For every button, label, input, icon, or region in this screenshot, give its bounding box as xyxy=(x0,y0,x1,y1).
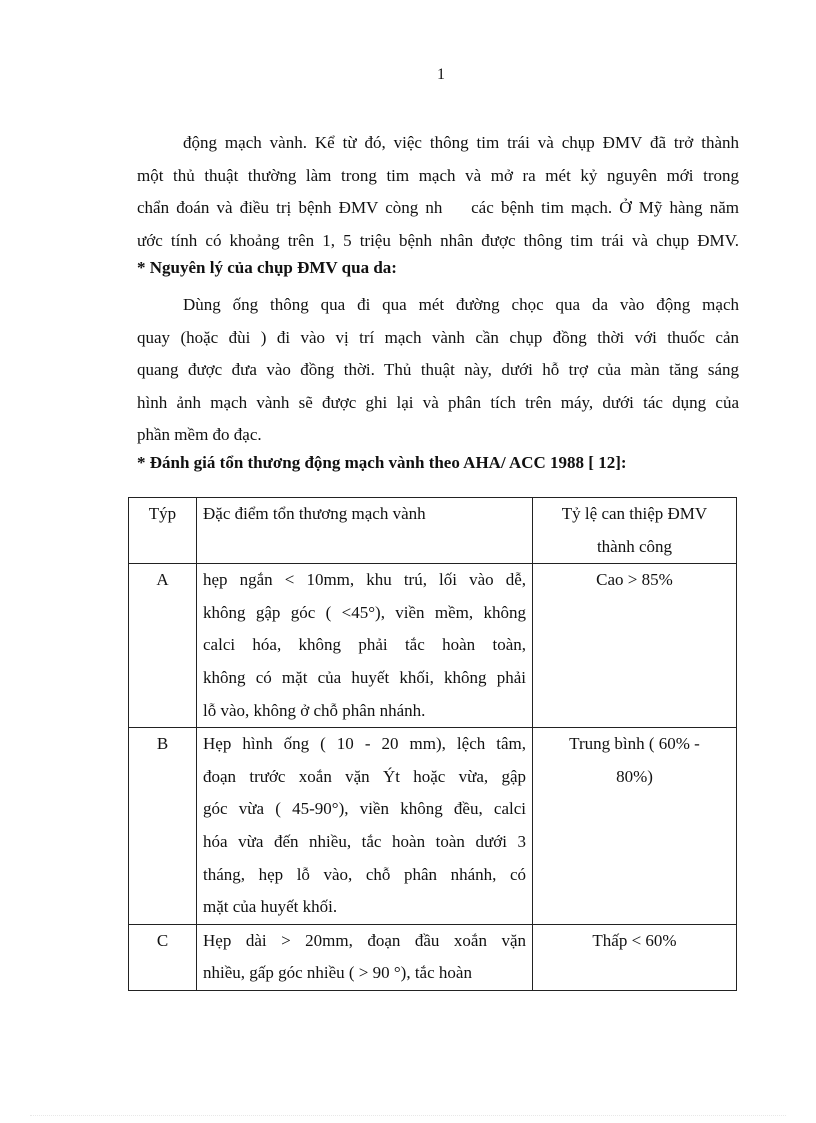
row-type: C xyxy=(129,924,197,990)
row-success-rate xyxy=(533,728,737,925)
text-line: phần mềm đo đạc. xyxy=(137,425,262,445)
desc-line: không có mặt của huyết khối, không phải xyxy=(203,667,526,687)
desc-line: mặt của huyết khối. xyxy=(203,897,338,917)
desc-line: đoạn trước xoắn vặn Ýt hoặc vừa, gập xyxy=(203,766,526,786)
rate-line: Thấp < 60% xyxy=(592,930,677,950)
table-row xyxy=(129,728,737,925)
row-description xyxy=(197,728,533,925)
text-line: ước tính có khoảng trên 1, 5 triệu bệnh nhân được thông tim trái và chụp ĐMV. xyxy=(137,230,739,250)
section-heading-assessment: * Đánh giá tổn thương động mạch vành theo AHA/ ACC 1988 [ 12]: xyxy=(137,453,627,472)
desc-line: hóa vừa đến nhiều, tắc hoàn toàn dưới 3 xyxy=(203,831,526,851)
row-description xyxy=(197,564,533,728)
page-bottom-rule xyxy=(30,1115,786,1116)
desc-line: calci hóa, không phải tắc hoàn toàn, xyxy=(203,635,526,655)
table-row xyxy=(129,924,737,990)
header-rate-line: thành công xyxy=(596,536,673,556)
header-success-rate xyxy=(533,498,737,564)
page-number: 1 xyxy=(437,66,445,83)
header-rate-line: Tỷ lệ can thiệp ĐMV xyxy=(561,504,708,523)
text-line: quay (hoặc đùi ) đi vào vị trí mạch vành cần chụp đồng thời với thuốc cản xyxy=(137,327,739,347)
desc-line: Hẹp hình ống ( 10 - 20 mm), lệch tâm, xyxy=(203,734,526,754)
desc-line: nhiều, gấp góc nhiều ( > 90 °), tắc hoàn xyxy=(203,963,472,983)
text-line: một thủ thuật thường làm trong tim mạch và mở ra mét kỷ nguyên mới trong xyxy=(137,165,739,185)
rate-line: 80%) xyxy=(616,766,653,786)
row-success-rate xyxy=(533,564,737,728)
lesion-classification-table xyxy=(128,497,737,991)
rate-line: Cao > 85% xyxy=(596,570,673,590)
desc-line: hẹp ngắn < 10mm, khu trú, lối vào dễ, xyxy=(203,570,526,590)
row-type: B xyxy=(129,728,197,925)
text-line: hình ảnh mạch vành sẽ được ghi lại và phân tích trên máy, dưới tác dụng của xyxy=(137,392,739,412)
header-type: Týp xyxy=(129,498,197,564)
text-line: động mạch vành. Kể từ đó, việc thông tim trái và chụp ĐMV đã trở thành xyxy=(183,133,739,152)
row-success-rate xyxy=(533,924,737,990)
row-type: A xyxy=(129,564,197,728)
desc-line: góc vừa ( 45-90°), viền không đều, calci xyxy=(203,799,526,819)
desc-line: Hẹp dài > 20mm, đoạn đầu xoắn vặn xyxy=(203,930,526,950)
text-line: Dùng ống thông qua đi qua mét đường chọc qua da vào động mạch xyxy=(183,295,739,314)
paragraph-continuation xyxy=(137,127,739,257)
desc-line: không gập góc ( <45°), viền mềm, không xyxy=(203,602,526,622)
table-header-row xyxy=(129,498,737,564)
desc-line: tháng, hẹp lỗ vào, chỗ phân nhánh, có xyxy=(203,864,526,884)
text-line: quang được đưa vào đồng thời. Thủ thuật này, dưới hỗ trợ của màn tăng sáng xyxy=(137,360,739,380)
section-heading-principle: * Nguyên lý của chụp ĐMV qua da: xyxy=(137,258,397,277)
desc-line: lỗ vào, không ở chỗ phân nhánh. xyxy=(203,700,426,720)
rate-line: Trung bình ( 60% - xyxy=(569,734,700,754)
paragraph-principle xyxy=(137,289,739,452)
text-line: chẩn đoán và điều trị bệnh ĐMV còng nh các bệnh tim mạch. Ở Mỹ hàng năm xyxy=(137,198,739,218)
header-description: Đặc điểm tổn thương mạch vành xyxy=(197,498,533,564)
row-description xyxy=(197,924,533,990)
table-row xyxy=(129,564,737,728)
